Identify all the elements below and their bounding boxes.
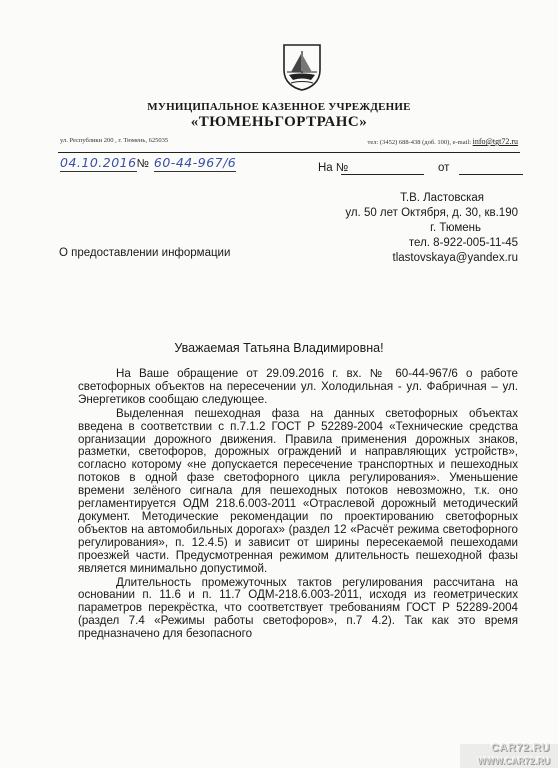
recipient-email: tlastovskaya@yandex.ru [392,252,518,264]
recipient-phone: тел. 8-922-005-11-45 [408,237,518,249]
letter-body [78,368,518,641]
in-reply-label: На № [318,162,349,174]
outgoing-reference [60,155,236,170]
recipient-street: ул. 50 лет Октября, д. 30, кв.190 [345,207,518,219]
body-paragraph-3: Длительность промежуточных тактов регулирования рассчитана на основании п. 11.6 и п. 11.7 ОДМ-218.6.003-2011, исходя из геометрических параметров перекрёстка, что соответствует требованиям ГОСТ Р 52289-2004 (раздел 7.4 «Режимы работы светофоров», п.7 4.2). Так как это время предназначено для безопасного [78,575,518,641]
watermark-logo: CAR72.RU [490,742,550,754]
letter-subject: О предоставлении информации [59,247,231,259]
org-phone-email [368,137,519,146]
date-from-label: от [438,162,450,174]
header-divider [58,152,520,153]
org-type: МУНИЦИПАЛЬНОЕ КАЗЕННОЕ УЧРЕЖДЕНИЕ [147,101,411,113]
reply-number-blank [341,174,424,175]
body-paragraph-2: Выделенная пешеходная фаза на данных светофорных объектах введена в соответствии с п.7.1.2 ГОСТ Р 52289-2004 «Технические средства организации дорожного движения. Правила применения дорожных знаков, разметки, светофоров, дорожных ограждений и направляющих устройств», согласно которому «не допускается пересечение транспортных и пешеходных потоков в одной фазе светофорного цикла регулирования». Уменьшение времени зелёного сигнала для пешеходных потоков невозможно, т.к. оно регламентируется ОДМ 218.6.003-2011 «Отраслевой дорожный методический документ. Методические рекомендации по проектированию светофорных объектов на автомобильных дорогах» (раздел 12 «Расчёт режима светофорного регулирования», п. 12.4.5) и зависит от ширины пересекаемой пешеходами проезжей части. Предусмотренная режимом длительность пешеходной фазы является минимально допустимой. [78,406,518,575]
coat-of-arms-icon [281,42,323,92]
org-phone: тел: (3452) 688-438 (доб. 100), e-mail: [367,139,471,146]
body-paragraph-1: На Ваше обращение от 29.09.2016 г. вх. № 60-44-967/6 о работе светофорных объектов на пересечении ул. Холодильная - ул. Фабричная – ул. Энергетиков сообщаю следующее. [78,367,518,406]
recipient-name: Т.В. Ластовская [400,192,484,204]
handwritten-date: 04.10.2016 [60,155,137,170]
reply-date-blank [459,174,523,175]
salutation: Уважаемая Татьяна Владимировна! [174,341,384,355]
number-sign: № [136,158,150,170]
watermark-url: WWW.CAR72.RU [477,756,550,766]
org-name: «ТЮМЕНЬГОРТРАНС» [190,114,368,130]
recipient-block [345,191,518,266]
org-address: ул. Республики 200 , г. Тюмень, 625035 [60,137,169,144]
handwritten-number: 60-44-967/6 [153,155,237,170]
recipient-city: г. Тюмень [430,222,481,234]
org-email-link[interactable]: info@tgt72.ru [472,137,518,146]
